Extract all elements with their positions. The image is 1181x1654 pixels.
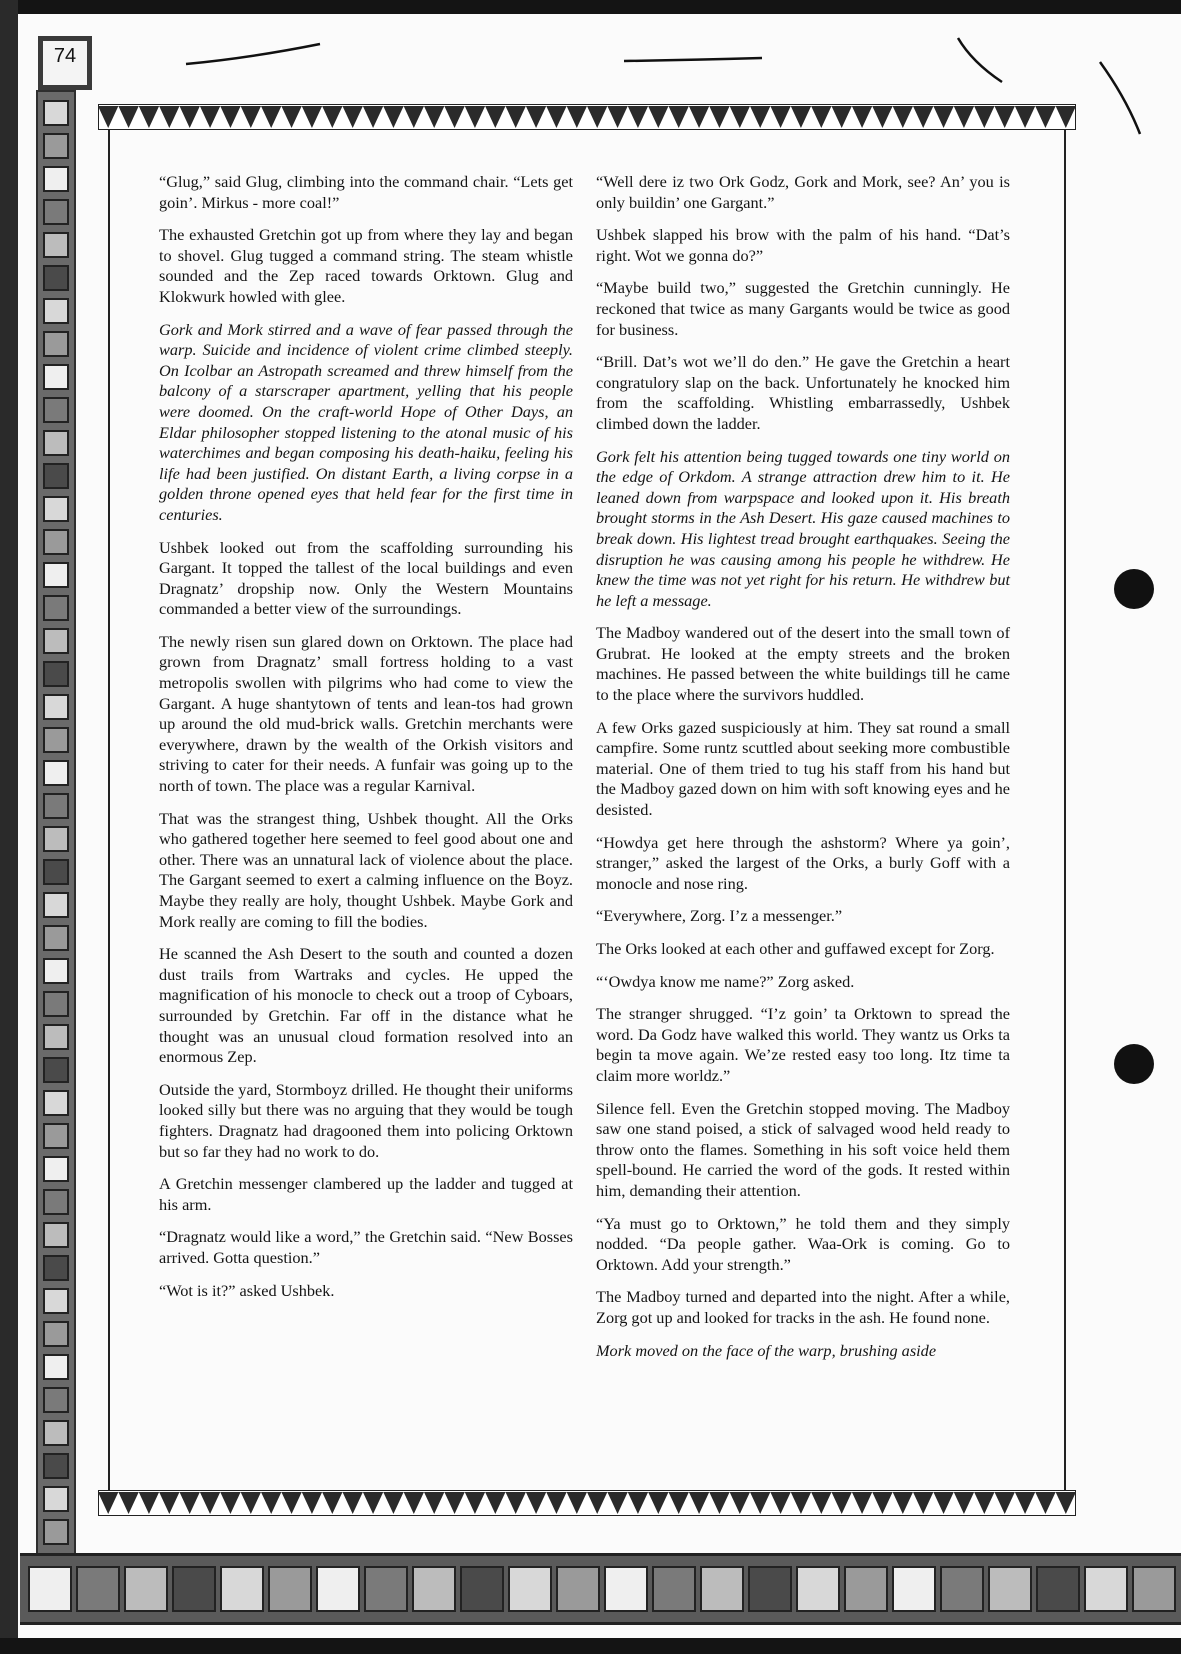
border-tile — [43, 331, 69, 357]
paragraph: “Dragnatz would like a word,” the Gretchin said. “New Bosses arrived. Gotta question.” — [159, 1227, 573, 1267]
border-tile — [43, 793, 69, 819]
border-tile — [748, 1566, 792, 1612]
paragraph: “Glug,” said Glug, climbing into the command chair. “Lets get goin’. Mirkus - more coal!” — [159, 172, 573, 212]
border-tile — [43, 100, 69, 126]
paragraph: “Ya must go to Orktown,” he told them and they simply nodded. “Da people gather. Waa-Ork is coming. Go to Orktown. Add your strength.” — [596, 1213, 1010, 1274]
border-tile — [412, 1566, 456, 1612]
border-tile — [460, 1566, 504, 1612]
border-tile — [1084, 1566, 1128, 1612]
border-tile — [43, 958, 69, 984]
paragraph: Gork felt his attention being tugged towards one tiny world on the edge of Orkdom. A strange attraction drew him to it. He leaned down from warpspace and looked upon it. His breath brought storms in the Ash Desert. His gaze caused machines to break down. His lightest tread brought earthquakes. Seeing the disruption he was causing among his people he withdrew. He knew the time was not yet right for his return. He withdrew but he left a message. — [596, 446, 1010, 610]
paragraph: Silence fell. Even the Gretchin stopped moving. The Madboy saw one stand poised, a stick of salvaged wood held ready to throw onto the flames. Something in his soft voice held them spell-bound. He carried the word of the gods. It rested within him, demanding their attention. — [596, 1098, 1010, 1200]
paragraph: Ushbek slapped his brow with the palm of his hand. “Dat’s right. Wot we gonna do?” — [596, 225, 1010, 265]
paragraph: He scanned the Ash Desert to the south and counted a dozen dust trails from Wartraks and cycles. He upped the magnification of his monocle to check out a troop of Cyboars, surrounded by Gretchin. Far off in the distance what he thought was an unusual cloud formation resolved into an enormous Zep. — [159, 944, 573, 1067]
border-tile — [43, 760, 69, 786]
page-number: 74 — [53, 44, 77, 67]
border-tile — [43, 892, 69, 918]
scan-left-edge — [0, 0, 18, 1654]
border-tile — [28, 1566, 72, 1612]
border-tile — [43, 661, 69, 687]
decorative-sidebar-border — [36, 90, 76, 1570]
zigzag-border-top — [98, 104, 1076, 130]
border-tile — [43, 562, 69, 588]
paragraph: Mork moved on the face of the warp, brushing aside — [596, 1340, 937, 1360]
punch-hole-lower — [1114, 1044, 1154, 1084]
border-tile — [43, 727, 69, 753]
border-tile — [940, 1566, 984, 1612]
paragraph: The Orks looked at each other and guffawed except for Zorg. — [596, 939, 995, 958]
page-number-box — [38, 36, 92, 90]
paragraph: “Everywhere, Zorg. I’z a messenger.” — [596, 906, 843, 926]
border-tile — [43, 496, 69, 522]
border-tile — [43, 1123, 69, 1149]
paragraph: A few Orks gazed suspiciously at him. They sat round a small campfire. Some runtz scuttled about seeking more combustible material. One of them tried to tug his staff from his hand but the Madboy gazed down on him with soft knowing eyes and he desisted. — [596, 717, 1010, 820]
border-tile — [43, 397, 69, 423]
left-text-column — [159, 172, 573, 1313]
border-tile — [43, 1354, 69, 1380]
paragraph: The exhausted Gretchin got up from where they lay and began to shovel. Glug tugged a command string. The steam whistle sounded and the Zep raced towards Orktown. Glug and Klokwurk howled with glee. — [159, 225, 573, 306]
border-tile — [43, 232, 69, 258]
border-tile — [43, 1420, 69, 1446]
border-tile — [172, 1566, 216, 1612]
paragraph: The Madboy wandered out of the desert into the small town of Grubrat. He looked at the empty streets and the broken machines. He passed between the white buildings till he came to the place where the survivors huddled. — [596, 623, 1010, 705]
border-tile — [43, 199, 69, 225]
border-tile — [43, 265, 69, 291]
border-tile — [43, 298, 69, 324]
border-tile — [43, 1222, 69, 1248]
border-tile — [43, 1255, 69, 1281]
scan-top-edge — [0, 0, 1181, 14]
paragraph: “‘Owdya know me name?” Zorg asked. — [596, 971, 855, 991]
border-tile — [43, 694, 69, 720]
paragraph: That was the strangest thing, Ushbek thought. All the Orks who gathered together here seemed to feel good about one and other. There was an unnatural lack of violence about the place. The Gargant seemed to exert a calming influence on the Boyz. Maybe they really are holy, thought Ushbek. Maybe Gork and Mork really are coming to fill the bodies. — [159, 808, 573, 931]
paragraph: Outside the yard, Stormboyz drilled. He thought their uniforms looked silly but there was no arguing that they would be tough fighters. Dragnatz had dragooned them into policing Orktown but so far they had no work to do. — [159, 1079, 573, 1161]
border-tile — [124, 1566, 168, 1612]
border-tile — [43, 430, 69, 456]
decorative-bottom-border — [20, 1553, 1181, 1625]
paragraph: “Wot is it?” asked Ushbek. — [159, 1280, 335, 1300]
border-tile — [43, 166, 69, 192]
border-tile — [43, 1519, 69, 1545]
border-tile — [1036, 1566, 1080, 1612]
paragraph: “Well dere iz two Ork Godz, Gork and Mork, see? An’ you is only buildin’ one Gargant.” — [596, 172, 1010, 212]
border-tile — [43, 529, 69, 555]
border-tile — [700, 1566, 744, 1612]
border-tile — [43, 826, 69, 852]
border-tile — [43, 925, 69, 951]
right-text-column — [596, 172, 1010, 1373]
paragraph: The newly risen sun glared down on Orktown. The place had grown from Dragnatz’ small fortress holding to a vast metropolis swollen with pilgrims who had come to view the Gargant. A huge shantytown of tents and lean-tos had grown up around the old mud-brick walls. Gretchin merchants were everywhere, drawn by the wealth of the Orkish visitors and striving to cater for their needs. A funfair was going up to the north of town. The place was a regular Karnival. — [159, 631, 573, 796]
border-tile — [43, 364, 69, 390]
border-tile — [652, 1566, 696, 1612]
border-tile — [43, 1288, 69, 1314]
border-tile — [316, 1566, 360, 1612]
border-tile — [43, 991, 69, 1017]
punch-hole-upper — [1114, 569, 1154, 609]
border-tile — [43, 1057, 69, 1083]
border-tile — [844, 1566, 888, 1612]
border-tile — [43, 628, 69, 654]
border-tile — [1132, 1566, 1176, 1612]
paragraph: “Maybe build two,” suggested the Gretchin cunningly. He reckoned that twice as many Gargants would be twice as good for business. — [596, 278, 1010, 339]
paragraph: The Madboy turned and departed into the night. After a while, Zorg got up and looked for tracks in the ash. He found none. — [596, 1287, 1010, 1327]
paragraph: Gork and Mork stirred and a wave of fear passed through the warp. Suicide and incidence of violent crime climbed steeply. On Icolbar an Astropath screamed and threw himself from the balcony of a starscraper apartment, yelling that his people were doomed. On the craft-world Hope of Other Days, an Eldar philosopher stopped listening to the atonal music of his waterchimes and began composing his death-haiku, feeling his life had been justified. On distant Earth, a living corpse in a golden throne opened eyes that held fear for the first time in centuries. — [159, 319, 573, 524]
border-tile — [43, 133, 69, 159]
border-tile — [43, 1189, 69, 1215]
border-tile — [268, 1566, 312, 1612]
border-tile — [364, 1566, 408, 1612]
border-tile — [43, 1156, 69, 1182]
paragraph: “Howdya get here through the ashstorm? Where ya goin’, stranger,” asked the largest of the Orks, a burly Goff with a monocle and nose ring. — [596, 832, 1010, 893]
paragraph: Ushbek looked out from the scaffolding surrounding his Gargant. It topped the tallest of the local buildings and even Dragnatz’ dropship now. Only the Western Mountains commanded a better view of the surroundings. — [159, 537, 573, 619]
border-tile — [43, 1024, 69, 1050]
paragraph: A Gretchin messenger clambered up the ladder and tugged at his arm. — [159, 1174, 573, 1214]
border-tile — [556, 1566, 600, 1612]
border-tile — [508, 1566, 552, 1612]
border-tile — [796, 1566, 840, 1612]
border-tile — [43, 1453, 69, 1479]
border-tile — [892, 1566, 936, 1612]
scan-bottom-edge — [0, 1638, 1181, 1654]
zigzag-border-bottom — [98, 1490, 1076, 1516]
border-tile — [988, 1566, 1032, 1612]
border-tile — [43, 1321, 69, 1347]
border-tile — [43, 1387, 69, 1413]
border-tile — [604, 1566, 648, 1612]
border-tile — [220, 1566, 264, 1612]
border-tile — [43, 463, 69, 489]
paragraph: “Brill. Dat’s wot we’ll do den.” He gave the Gretchin a heart congratulory slap on the back. Unfortunately he knocked him from the scaffolding. Whistling embarrassedly, Ushbek climbed down the ladder. — [596, 352, 1010, 433]
border-tile — [43, 595, 69, 621]
border-tile — [43, 859, 69, 885]
border-tile — [43, 1090, 69, 1116]
border-tile — [43, 1486, 69, 1512]
border-tile — [76, 1566, 120, 1612]
paragraph: The stranger shrugged. “I’z goin’ ta Orktown to spread the word. Da Godz have walked this world. They wantz us Orks ta begin ta move again. We’ze rested easy too long. Itz time ta claim more worldz.” — [596, 1004, 1010, 1085]
